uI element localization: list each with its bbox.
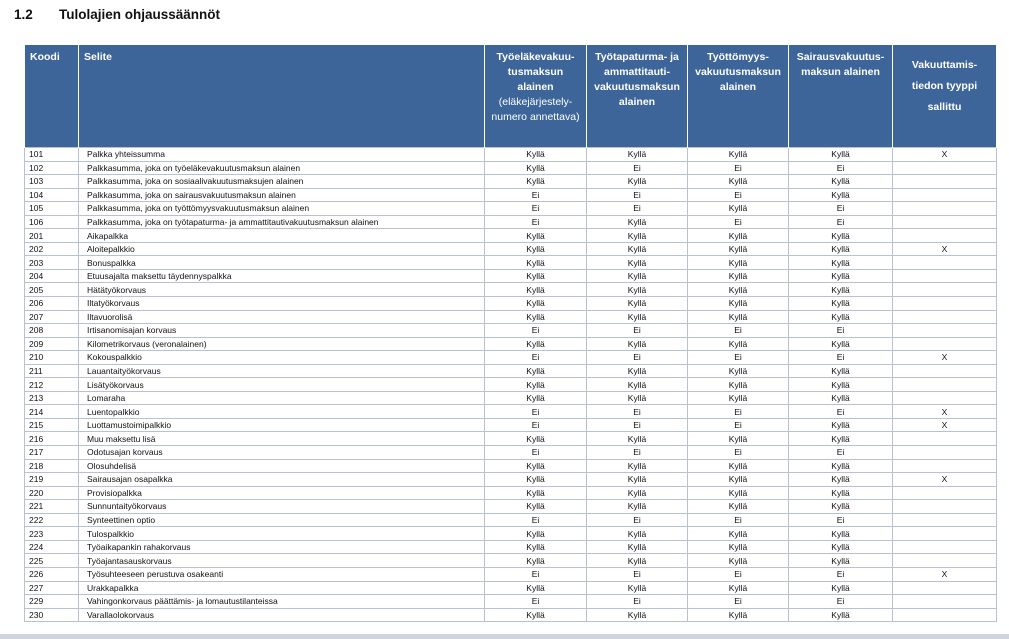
cell-insurance-type (893, 324, 997, 338)
cell-insurance-type (893, 337, 997, 351)
cell-code: 222 (25, 513, 79, 527)
cell-sickness: Kyllä (789, 229, 893, 243)
cell-unemployment: Kyllä (688, 337, 789, 351)
cell-sickness: Kyllä (789, 486, 893, 500)
cell-insurance-type (893, 256, 997, 270)
cell-insurance-type: X (893, 405, 997, 419)
header-pension (485, 45, 587, 148)
cell-accident: Kyllä (587, 256, 688, 270)
cell-unemployment: Kyllä (688, 256, 789, 270)
cell-pension: Kyllä (485, 432, 587, 446)
cell-pension: Kyllä (485, 459, 587, 473)
cell-accident: Kyllä (587, 337, 688, 351)
cell-unemployment: Kyllä (688, 283, 789, 297)
cell-unemployment: Ei (688, 567, 789, 581)
table-row (25, 283, 997, 297)
cell-description: Provisiopalkka (79, 486, 485, 500)
table-row (25, 513, 997, 527)
cell-pension: Kyllä (485, 283, 587, 297)
cell-code: 205 (25, 283, 79, 297)
cell-code: 225 (25, 554, 79, 568)
table-row (25, 324, 997, 338)
cell-pension: Ei (485, 215, 587, 229)
header-sickness: Sairausvakuutus-maksun alainen (789, 45, 893, 148)
cell-unemployment: Kyllä (688, 378, 789, 392)
cell-sickness: Ei (789, 446, 893, 460)
cell-pension: Kyllä (485, 554, 587, 568)
cell-description: Sairausajan osapalkka (79, 473, 485, 487)
cell-accident: Kyllä (587, 486, 688, 500)
cell-insurance-type (893, 269, 997, 283)
cell-unemployment: Kyllä (688, 297, 789, 311)
table-row (25, 500, 997, 514)
cell-description: Etuusajalta maksettu täydennyspalkka (79, 269, 485, 283)
cell-accident: Kyllä (587, 215, 688, 229)
cell-unemployment: Ei (688, 188, 789, 202)
header-insurance-type: Vakuuttamis-tiedon tyyppi sallittu (893, 45, 997, 148)
table-row (25, 351, 997, 365)
cell-code: 211 (25, 364, 79, 378)
cell-unemployment: Kyllä (688, 242, 789, 256)
cell-unemployment: Ei (688, 351, 789, 365)
cell-insurance-type: X (893, 242, 997, 256)
cell-accident: Ei (587, 188, 688, 202)
cell-pension: Kyllä (485, 486, 587, 500)
cell-accident: Kyllä (587, 229, 688, 243)
cell-accident: Kyllä (587, 608, 688, 622)
cell-pension: Kyllä (485, 378, 587, 392)
table-row (25, 446, 997, 460)
cell-description: Kokouspalkkio (79, 351, 485, 365)
cell-insurance-type (893, 554, 997, 568)
table-row (25, 242, 997, 256)
cell-pension: Kyllä (485, 297, 587, 311)
cell-code: 221 (25, 500, 79, 514)
table-row (25, 269, 997, 283)
cell-unemployment: Ei (688, 513, 789, 527)
cell-pension: Kyllä (485, 391, 587, 405)
cell-code: 203 (25, 256, 79, 270)
header-pension-note: (eläkejärjestely-numero annettava) (491, 96, 580, 123)
cell-unemployment: Ei (688, 418, 789, 432)
cell-description: Lomaraha (79, 391, 485, 405)
cell-pension: Ei (485, 567, 587, 581)
cell-code: 207 (25, 310, 79, 324)
cell-description: Aikapalkka (79, 229, 485, 243)
cell-description: Varallaolokorvaus (79, 608, 485, 622)
cell-insurance-type (893, 310, 997, 324)
cell-code: 202 (25, 242, 79, 256)
cell-description: Muu maksettu lisä (79, 432, 485, 446)
cell-code: 105 (25, 202, 79, 216)
cell-sickness: Kyllä (789, 378, 893, 392)
cell-sickness: Ei (789, 324, 893, 338)
cell-unemployment: Kyllä (688, 527, 789, 541)
section-number: 1.2 (14, 7, 33, 22)
table-row (25, 188, 997, 202)
cell-description: Luottamustoimipalkkio (79, 418, 485, 432)
cell-sickness: Kyllä (789, 188, 893, 202)
cell-pension: Kyllä (485, 500, 587, 514)
cell-sickness: Kyllä (789, 283, 893, 297)
cell-pension: Ei (485, 418, 587, 432)
cell-code: 218 (25, 459, 79, 473)
cell-insurance-type (893, 486, 997, 500)
table-row (25, 148, 997, 162)
cell-code: 215 (25, 418, 79, 432)
cell-insurance-type (893, 297, 997, 311)
cell-sickness: Ei (789, 161, 893, 175)
cell-insurance-type (893, 446, 997, 460)
cell-accident: Ei (587, 567, 688, 581)
header-pension-label: Työeläkevakuu-tusmaksun alainen (496, 51, 575, 93)
section-heading (14, 7, 220, 22)
cell-description: Tulospalkkio (79, 527, 485, 541)
table-row (25, 459, 997, 473)
table-row (25, 581, 997, 595)
cell-description: Kilometrikorvaus (veronalainen) (79, 337, 485, 351)
cell-description: Työaikapankin rahakorvaus (79, 540, 485, 554)
cell-description: Luentopalkkio (79, 405, 485, 419)
cell-accident: Kyllä (587, 500, 688, 514)
table-header-row (25, 45, 997, 148)
cell-description: Lisätyökorvaus (79, 378, 485, 392)
cell-sickness: Kyllä (789, 473, 893, 487)
cell-insurance-type (893, 595, 997, 609)
table-row (25, 202, 997, 216)
cell-unemployment: Ei (688, 161, 789, 175)
cell-accident: Ei (587, 324, 688, 338)
cell-accident: Kyllä (587, 364, 688, 378)
cell-description: Olosuhdelisä (79, 459, 485, 473)
cell-insurance-type (893, 459, 997, 473)
cell-unemployment: Kyllä (688, 459, 789, 473)
cell-description: Lauantaityökorvaus (79, 364, 485, 378)
table-row (25, 567, 997, 581)
cell-sickness: Kyllä (789, 540, 893, 554)
table-row (25, 540, 997, 554)
cell-sickness: Ei (789, 595, 893, 609)
cell-description: Työajantasauskorvaus (79, 554, 485, 568)
header-unemployment: Työttömyys-vakuutusmaksun alainen (688, 45, 789, 148)
page-bottom-edge (0, 634, 1009, 639)
cell-code: 101 (25, 148, 79, 162)
cell-code: 208 (25, 324, 79, 338)
cell-accident: Kyllä (587, 242, 688, 256)
cell-sickness: Kyllä (789, 148, 893, 162)
cell-code: 204 (25, 269, 79, 283)
table-row (25, 161, 997, 175)
table-row (25, 378, 997, 392)
cell-unemployment: Kyllä (688, 486, 789, 500)
cell-pension: Ei (485, 324, 587, 338)
cell-description: Sunnuntaityökorvaus (79, 500, 485, 514)
cell-pension: Kyllä (485, 175, 587, 189)
cell-description: Palkkasumma, joka on sosiaalivakuutusmaksujen alainen (79, 175, 485, 189)
table-row (25, 297, 997, 311)
cell-sickness: Kyllä (789, 391, 893, 405)
cell-description: Palkkasumma, joka on työeläkevakuutusmaksun alainen (79, 161, 485, 175)
cell-insurance-type (893, 608, 997, 622)
cell-pension: Ei (485, 202, 587, 216)
cell-accident: Kyllä (587, 378, 688, 392)
table-row (25, 554, 997, 568)
cell-pension: Kyllä (485, 337, 587, 351)
cell-accident: Ei (587, 446, 688, 460)
cell-insurance-type (893, 500, 997, 514)
cell-description: Odotusajan korvaus (79, 446, 485, 460)
table-row (25, 310, 997, 324)
cell-description: Bonuspalkka (79, 256, 485, 270)
table-row (25, 405, 997, 419)
cell-accident: Kyllä (587, 554, 688, 568)
cell-pension: Ei (485, 188, 587, 202)
cell-code: 209 (25, 337, 79, 351)
cell-unemployment: Ei (688, 446, 789, 460)
cell-insurance-type (893, 188, 997, 202)
table-row (25, 595, 997, 609)
cell-unemployment: Kyllä (688, 310, 789, 324)
cell-unemployment: Kyllä (688, 432, 789, 446)
table-row (25, 608, 997, 622)
cell-code: 226 (25, 567, 79, 581)
cell-accident: Kyllä (587, 473, 688, 487)
table-row (25, 473, 997, 487)
cell-sickness: Ei (789, 405, 893, 419)
cell-sickness: Kyllä (789, 500, 893, 514)
cell-unemployment: Kyllä (688, 364, 789, 378)
cell-code: 213 (25, 391, 79, 405)
cell-description: Irtisanomisajan korvaus (79, 324, 485, 338)
cell-insurance-type: X (893, 473, 997, 487)
cell-description: Palkkasumma, joka on sairausvakuutusmaksun alainen (79, 188, 485, 202)
cell-insurance-type: X (893, 567, 997, 581)
cell-accident: Kyllä (587, 581, 688, 595)
cell-sickness: Kyllä (789, 310, 893, 324)
table-row (25, 364, 997, 378)
cell-insurance-type (893, 527, 997, 541)
cell-accident: Ei (587, 351, 688, 365)
cell-pension: Kyllä (485, 581, 587, 595)
cell-description: Iltavuorolisä (79, 310, 485, 324)
cell-unemployment: Kyllä (688, 608, 789, 622)
section-title: Tulolajien ohjaussäännöt (59, 7, 221, 22)
cell-sickness: Kyllä (789, 364, 893, 378)
cell-sickness: Kyllä (789, 256, 893, 270)
cell-pension: Ei (485, 405, 587, 419)
cell-pension: Kyllä (485, 540, 587, 554)
cell-accident: Kyllä (587, 310, 688, 324)
cell-code: 224 (25, 540, 79, 554)
cell-unemployment: Kyllä (688, 581, 789, 595)
cell-code: 217 (25, 446, 79, 460)
cell-unemployment: Kyllä (688, 391, 789, 405)
cell-unemployment: Kyllä (688, 175, 789, 189)
table-body (25, 148, 997, 622)
cell-description: Synteettinen optio (79, 513, 485, 527)
cell-code: 212 (25, 378, 79, 392)
cell-accident: Kyllä (587, 283, 688, 297)
cell-sickness: Ei (789, 567, 893, 581)
table-row (25, 432, 997, 446)
cell-accident: Kyllä (587, 391, 688, 405)
table-row (25, 256, 997, 270)
cell-pension: Kyllä (485, 473, 587, 487)
cell-unemployment: Kyllä (688, 540, 789, 554)
cell-accident: Kyllä (587, 432, 688, 446)
cell-insurance-type: X (893, 351, 997, 365)
cell-accident: Kyllä (587, 540, 688, 554)
table-row (25, 337, 997, 351)
cell-pension: Kyllä (485, 148, 587, 162)
cell-insurance-type (893, 432, 997, 446)
cell-insurance-type (893, 391, 997, 405)
cell-unemployment: Kyllä (688, 554, 789, 568)
cell-description: Palkkasumma, joka on työtapaturma- ja ammattitautivakuutusmaksun alainen (79, 215, 485, 229)
cell-unemployment: Kyllä (688, 202, 789, 216)
cell-code: 219 (25, 473, 79, 487)
cell-code: 206 (25, 297, 79, 311)
cell-sickness: Ei (789, 513, 893, 527)
table-row (25, 215, 997, 229)
income-types-table (24, 45, 997, 622)
cell-pension: Kyllä (485, 527, 587, 541)
cell-accident: Ei (587, 595, 688, 609)
cell-code: 106 (25, 215, 79, 229)
cell-sickness: Kyllä (789, 581, 893, 595)
cell-insurance-type: X (893, 418, 997, 432)
cell-sickness: Kyllä (789, 459, 893, 473)
cell-accident: Kyllä (587, 148, 688, 162)
cell-code: 103 (25, 175, 79, 189)
cell-unemployment: Ei (688, 595, 789, 609)
cell-sickness: Kyllä (789, 527, 893, 541)
table-row (25, 391, 997, 405)
cell-accident: Kyllä (587, 297, 688, 311)
header-description: Selite (79, 45, 485, 148)
cell-pension: Kyllä (485, 364, 587, 378)
cell-pension: Ei (485, 595, 587, 609)
cell-description: Vahingonkorvaus päättämis- ja lomautustilanteissa (79, 595, 485, 609)
cell-code: 229 (25, 595, 79, 609)
cell-code: 227 (25, 581, 79, 595)
table-row (25, 175, 997, 189)
cell-pension: Kyllä (485, 161, 587, 175)
header-accident: Työtapaturma- ja ammattitauti-vakuutusmaksun alainen (587, 45, 688, 148)
cell-accident: Ei (587, 161, 688, 175)
cell-accident: Kyllä (587, 459, 688, 473)
cell-description: Palkka yhteissumma (79, 148, 485, 162)
cell-insurance-type (893, 229, 997, 243)
cell-unemployment: Kyllä (688, 473, 789, 487)
cell-description: Hätätyökorvaus (79, 283, 485, 297)
cell-description: Aloitepalkkio (79, 242, 485, 256)
cell-sickness: Kyllä (789, 242, 893, 256)
cell-pension: Kyllä (485, 229, 587, 243)
cell-description: Iltatyökorvaus (79, 297, 485, 311)
cell-code: 201 (25, 229, 79, 243)
cell-insurance-type (893, 215, 997, 229)
header-code: Koodi (25, 45, 79, 148)
cell-unemployment: Ei (688, 405, 789, 419)
cell-insurance-type (893, 513, 997, 527)
cell-pension: Kyllä (485, 269, 587, 283)
cell-insurance-type: X (893, 148, 997, 162)
cell-sickness: Kyllä (789, 554, 893, 568)
cell-sickness: Kyllä (789, 337, 893, 351)
table-row (25, 527, 997, 541)
cell-sickness: Kyllä (789, 297, 893, 311)
cell-sickness: Kyllä (789, 432, 893, 446)
cell-sickness: Ei (789, 351, 893, 365)
cell-code: 216 (25, 432, 79, 446)
cell-insurance-type (893, 175, 997, 189)
cell-description: Työsuhteeseen perustuva osakeanti (79, 567, 485, 581)
cell-pension: Ei (485, 446, 587, 460)
cell-insurance-type (893, 364, 997, 378)
cell-sickness: Kyllä (789, 175, 893, 189)
cell-pension: Kyllä (485, 242, 587, 256)
cell-code: 214 (25, 405, 79, 419)
cell-pension: Kyllä (485, 608, 587, 622)
cell-description: Palkkasumma, joka on työttömyysvakuutusmaksun alainen (79, 202, 485, 216)
cell-description: Urakkapalkka (79, 581, 485, 595)
cell-insurance-type (893, 581, 997, 595)
cell-pension: Kyllä (485, 310, 587, 324)
cell-pension: Ei (485, 351, 587, 365)
cell-sickness: Kyllä (789, 418, 893, 432)
cell-code: 210 (25, 351, 79, 365)
cell-unemployment: Ei (688, 215, 789, 229)
cell-sickness: Ei (789, 202, 893, 216)
table-row (25, 486, 997, 500)
table-row (25, 229, 997, 243)
cell-unemployment: Kyllä (688, 229, 789, 243)
cell-unemployment: Kyllä (688, 269, 789, 283)
cell-code: 220 (25, 486, 79, 500)
table-row (25, 418, 997, 432)
cell-unemployment: Kyllä (688, 148, 789, 162)
cell-insurance-type (893, 378, 997, 392)
cell-code: 230 (25, 608, 79, 622)
cell-insurance-type (893, 540, 997, 554)
cell-unemployment: Ei (688, 324, 789, 338)
cell-code: 102 (25, 161, 79, 175)
cell-accident: Ei (587, 202, 688, 216)
cell-accident: Kyllä (587, 269, 688, 283)
cell-insurance-type (893, 202, 997, 216)
cell-sickness: Kyllä (789, 608, 893, 622)
cell-insurance-type (893, 283, 997, 297)
cell-pension: Ei (485, 513, 587, 527)
cell-accident: Ei (587, 418, 688, 432)
cell-sickness: Kyllä (789, 269, 893, 283)
cell-accident: Ei (587, 513, 688, 527)
cell-insurance-type (893, 161, 997, 175)
cell-code: 104 (25, 188, 79, 202)
cell-code: 223 (25, 527, 79, 541)
cell-unemployment: Kyllä (688, 500, 789, 514)
cell-pension: Kyllä (485, 256, 587, 270)
cell-accident: Ei (587, 405, 688, 419)
cell-accident: Kyllä (587, 175, 688, 189)
cell-accident: Kyllä (587, 527, 688, 541)
cell-sickness: Ei (789, 215, 893, 229)
